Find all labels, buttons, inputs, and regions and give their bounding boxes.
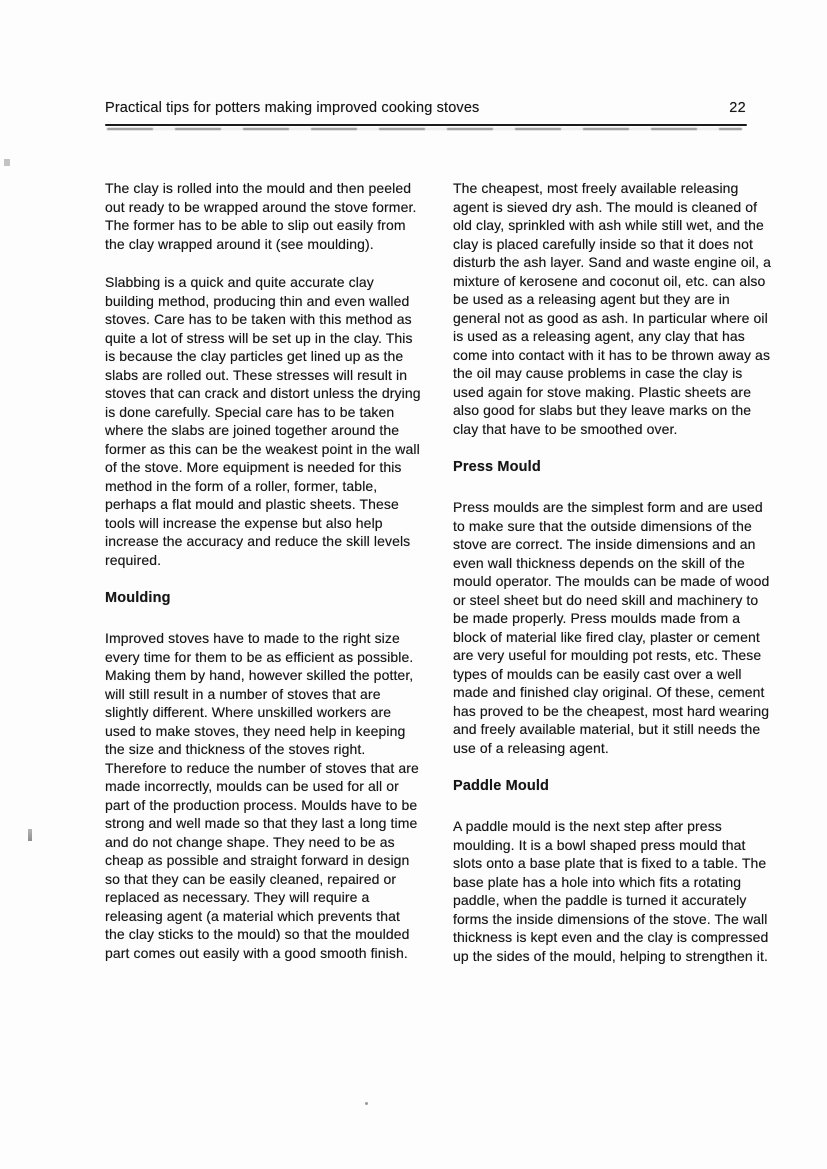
paragraph-slabbing: Slabbing is a quick and quite accurate clay building method, producing thin and even walled stoves. Care has to be taken with this method as quite a lot of stress will be set up in the clay. This is because the clay particles get lined up as the slabs are rolled out. These stresses will result in stoves that can crack and distort unless the drying is done carefully. Special care has to be taken where the slabs are joined together around the former as this can be the weakest point in the wall of the stove. More equipment is needed for this method in the form of a roller, former, table, perhaps a flat mould and plastic sheets. These tools will increase the expense but also help increase the accuracy and reduce the skill levels required. [105,274,421,568]
left-column [105,179,423,985]
paragraph-releasing-agent: The cheapest, most freely available releasing agent is sieved dry ash. The mould is cleaned of old clay, sprinkled with ash while still wet, and the clay is placed carefully inside so that it does not disturb the ash layer. Sand and waste engine oil, a mixture of kerosene and coconut oil, etc. can also be used as a releasing agent but they are in general not as good as ash. In particular where oil is used as a releasing agent, any clay that has come into contact with it has to be thrown away as the oil may cause problems in case the clay is used again for stove making. Plastic sheets are also good for slabs but they leave marks on the clay that have to be smoothed over. [453,180,771,437]
section-heading-moulding: Moulding [105,590,171,606]
two-column-body [105,179,771,985]
page-header [105,100,746,116]
page-header-title: Practical tips for potters making improved cooking stoves [105,100,480,116]
paragraph-paddle-mould: A paddle mould is the next step after press moulding. It is a bowl shaped press mould that slots onto a base plate that is fixed to a table. The base plate has a hole into which fits a rotating paddle, when the paddle is turned it accurately forms the inside dimensions of the stove. The wall thickness is kept even and the clay is compressed up the sides of the mould, helping to strengthen it. [453,818,769,964]
right-column [453,179,771,985]
scan-artifact-dot [365,1102,368,1105]
paragraph-clay-rolled: The clay is rolled into the mould and then peeled out ready to be wrapped around the stove former. The former has to be able to slip out easily from the clay wrapped around it (see moulding). [105,180,417,252]
scan-artifact-speck [4,159,10,166]
paragraph-press-mould: Press moulds are the simplest form and are used to make sure that the outside dimensions of the stove are correct. The inside dimensions and an even wall thickness depends on the skill of the mould operator. The moulds can be made of wood or steel sheet but do need skill and machinery to be made properly. Press moulds made from a block of material like fired clay, plaster or cement are very useful for moulding pot rests, etc. These types of moulds can be easily cast over a well made and finished clay original. Of these, cement has proved to be the cheapest, most hard wearing and freely available material, but it still needs the use of a releasing agent. [453,499,770,756]
scan-artifact-tick [28,829,32,841]
section-heading-press-mould: Press Mould [453,459,541,475]
header-rule [105,124,747,126]
header-rule-smudge [107,128,742,130]
paragraph-moulding: Improved stoves have to made to the right size every time for them to be as efficient as possible. Making them by hand, however skilled the potter, will still result in a number of stoves that are slightly different. Where unskilled workers are used to make stoves, they need help in keeping the size and thickness of the stoves right. Therefore to reduce the number of stoves that are made incorrectly, moulds can be used for all or part of the production process. Moulds have to be strong and well made so that they last a long time and do not change shape. They need to be as cheap as possible and straight forward in design so that they can be easily cleaned, repaired or replaced as necessary. They will require a releasing agent (a material which prevents that the clay sticks to the mould) so that the moulded part comes out easily with a good smooth finish. [105,630,419,961]
page-number: 22 [729,100,746,116]
section-heading-paddle-mould: Paddle Mould [453,778,550,794]
